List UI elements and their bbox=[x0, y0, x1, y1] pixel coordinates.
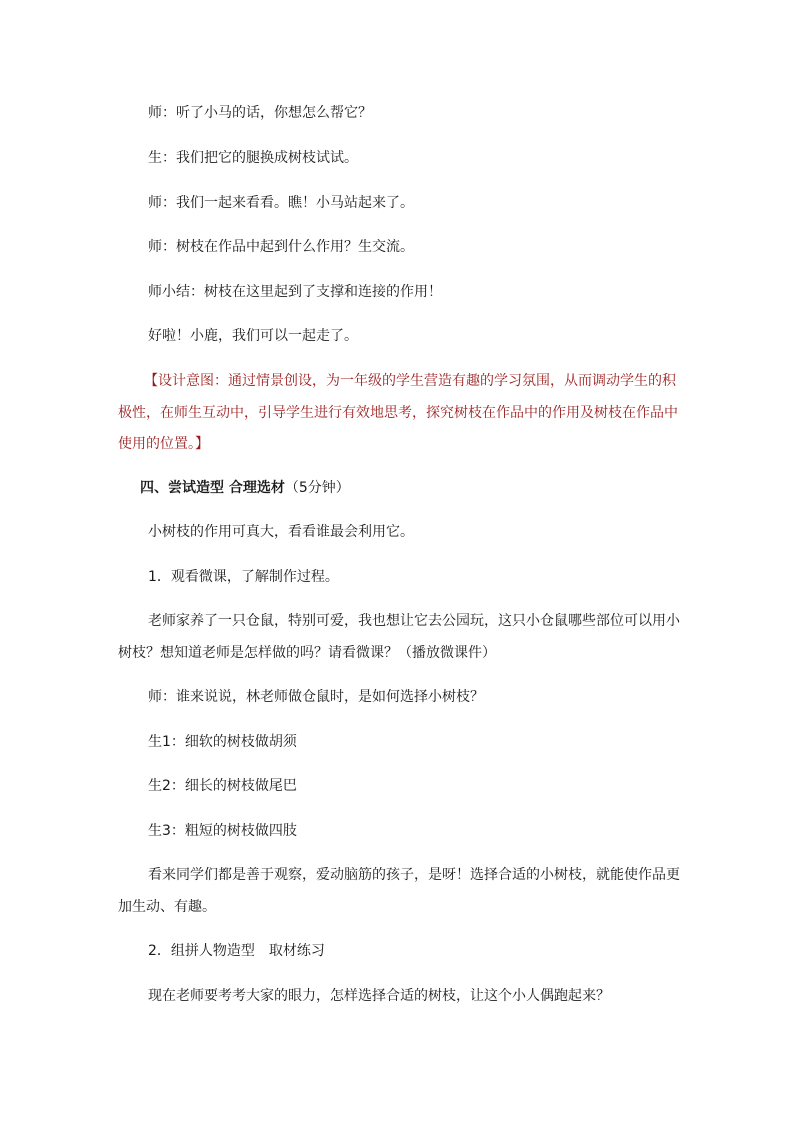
dialogue-line: 师小结：树枝在这里起到了支撑和连接的作用！ bbox=[148, 284, 442, 300]
body-line: 看来同学们都是善于观察，爱动脑筋的孩子，是呀！选择合适的小树枝，就能使作品更 bbox=[148, 867, 680, 883]
design-intent-line: 使用的位置。】 bbox=[118, 436, 209, 452]
section-title: 四、尝试造型 合理选材 bbox=[140, 480, 285, 496]
answer-line: 生3：粗短的树枝做四肢 bbox=[148, 823, 297, 839]
answer-line: 生1：细软的树枝做胡须 bbox=[148, 734, 297, 750]
body-line: 老师家养了一只仓鼠，特别可爱，我也想让它去公园玩，这只小仓鼠哪些部位可以用小 bbox=[148, 613, 680, 629]
dialogue-line: 师：我们一起来看看。瞧！小马站起来了。 bbox=[148, 195, 414, 211]
dialogue-line: 师：树枝在作品中起到什么作用？生交流。 bbox=[148, 239, 414, 255]
dialogue-line: 师：听了小马的话，你想怎么帮它？ bbox=[148, 105, 372, 121]
step-line: 2．组拼人物造型 取材练习 bbox=[148, 943, 325, 959]
answer-line: 生2：细长的树枝做尾巴 bbox=[148, 778, 297, 794]
dialogue-line: 好啦！小鹿，我们可以一起走了。 bbox=[148, 328, 358, 344]
step-line: 1．观看微课，了解制作过程。 bbox=[148, 569, 339, 585]
dialogue-line: 师：谁来说说，林老师做仓鼠时，是如何选择小树枝？ bbox=[148, 689, 484, 705]
design-intent-line: 极性，在师生互动中，引导学生进行有效地思考，探究树枝在作品中的作用及树枝在作品中 bbox=[118, 405, 678, 421]
section-time: （5分钟） bbox=[284, 480, 350, 496]
body-line: 树枝？想知道老师是怎样做的吗？请看微课？（播放微课件） bbox=[118, 645, 496, 661]
section-heading bbox=[140, 479, 350, 497]
body-line: 加生动、有趣。 bbox=[118, 899, 216, 915]
design-intent-line: 【设计意图：通过情景创设，为一年级的学生营造有趣的学习氛围，从而调动学生的积 bbox=[144, 373, 676, 389]
dialogue-line: 生：我们把它的腿换成树枝试试。 bbox=[148, 150, 358, 166]
body-line: 小树枝的作用可真大，看看谁最会利用它。 bbox=[148, 524, 414, 540]
body-line: 现在老师要考考大家的眼力，怎样选择合适的树枝，让这个小人偶跑起来？ bbox=[148, 988, 610, 1004]
